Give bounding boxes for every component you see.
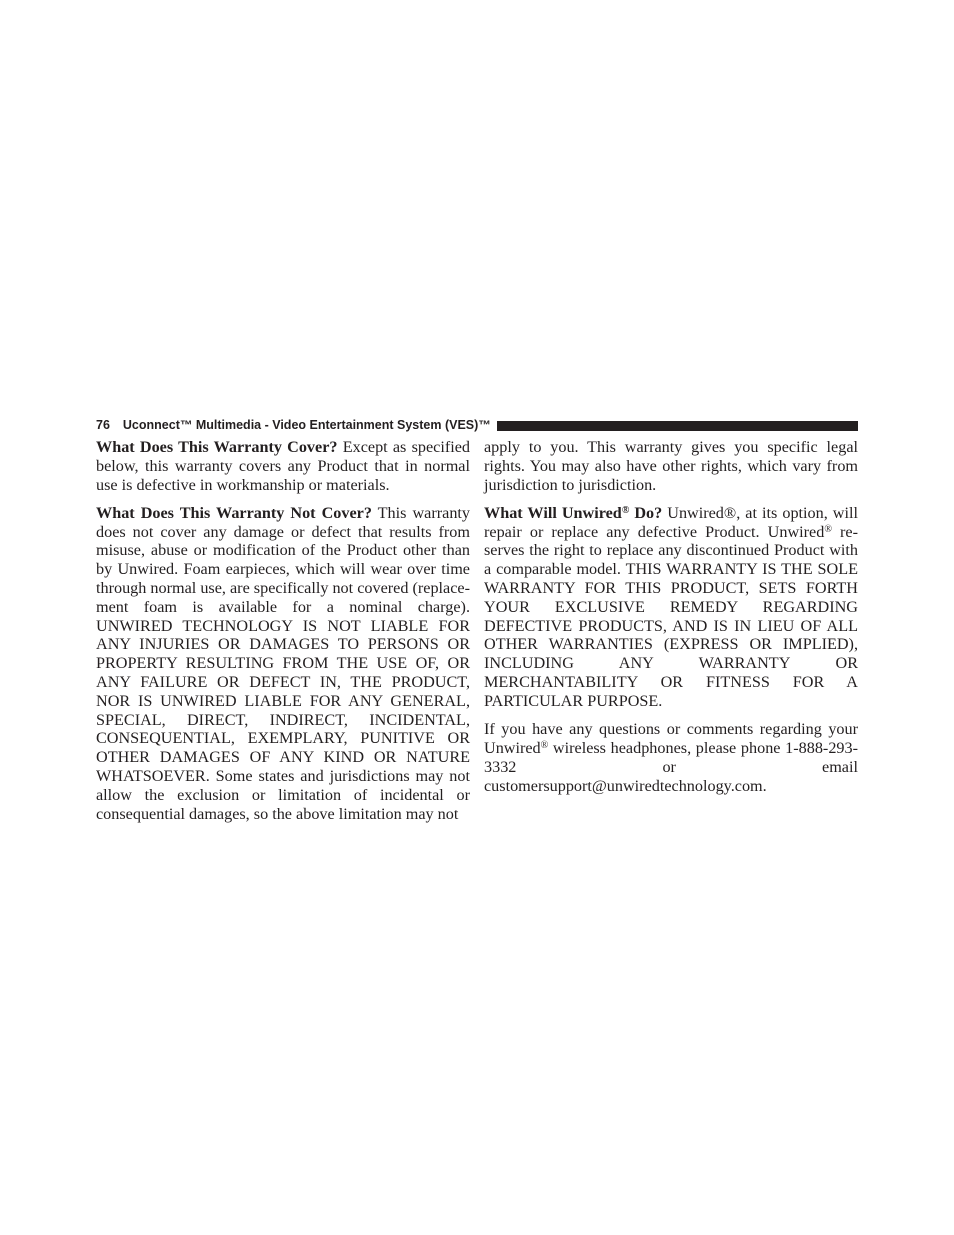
header-rule [497,421,858,431]
page-number: 76 [96,418,110,432]
registered-mark: ® [824,523,832,535]
what-will-unwired-do-heading: What Will Unwired® Do? [484,503,663,522]
what-will-unwired-do-text-a: Unwired®, at its option, will repair or replace any defective Product. Unwired [484,503,858,541]
what-will-unwired-do-text-b: reserves the right to replace any discontinued Product with a comparable model. THIS WARRANTY IS THE SOLE WARRANTY FOR THIS PRODUCT, SETS FORTH YOUR EXCLUSIVE REMEDY REGARDING DEFECTIVE PRODUCTS, AND IS IN LIEU OF ALL OTHER WARRANTIES (EXPRESS OR IMPLIED), INCLUDING ANY WARRANTY OR MERCHANTABILITY OR FITNESS FOR A PARTICULAR PURPOSE. [484,522,858,710]
warranty-not-cover-text: This warranty does not cover any damage or defect that results from misuse, abuse or modification of the Product other than by Unwired. Foam earpieces, which will wear over time through normal use, are specifically not covered (replacement foam is available for a nominal charge). UNWIRED TECHNOLOGY IS NOT LIABLE FOR ANY INJURIES OR DAMAGES TO PERSONS OR PROPERTY RESULTING FROM THE USE OF, OR ANY FAILURE OR DEFECT IN, THE PRODUCT, NOR IS UNWIRED LIABLE FOR ANY GENERAL, SPECIAL, DIRECT, INDIRECT, INCIDENTAL, CONSEQUENTIAL, EXEMPLARY, PUNITIVE OR OTHER DAMAGES OF ANY KIND OR NATURE WHATSOEVER. Some states and jurisdictions may not allow the exclusion or limitation of incidental or consequential damages, so the above limitation may not [96,503,470,823]
contact-paragraph: If you have any questions or comments regarding your Unwired® wireless headphones, please phone 1-888-293-3332 or email customersupport@unwiredtechnology.com. [484,720,858,795]
warranty-not-cover-heading: What Does This Warranty Not Cover? [96,503,372,522]
page-header [96,415,858,435]
registered-mark: ® [621,504,630,516]
section-title: Uconnect™ Multimedia - Video Entertainment System (VES)™ [122,418,491,432]
warranty-not-cover-paragraph [96,504,470,824]
right-column [484,438,858,805]
what-will-unwired-do-paragraph [484,504,858,711]
registered-mark: ® [540,739,549,751]
warranty-cover-heading: What Does This Warranty Cover? [96,438,338,456]
warranty-cover-text: Except as specified below, this warranty covers any Product that in normal use is defective in workmanship or materials. [96,438,470,494]
left-column [96,438,470,833]
warranty-cover-paragraph [96,438,470,494]
legal-rights-paragraph: apply to you. This warranty gives you specific legal rights. You may also have other rights, which vary from jurisdiction to jurisdiction. [484,438,858,494]
